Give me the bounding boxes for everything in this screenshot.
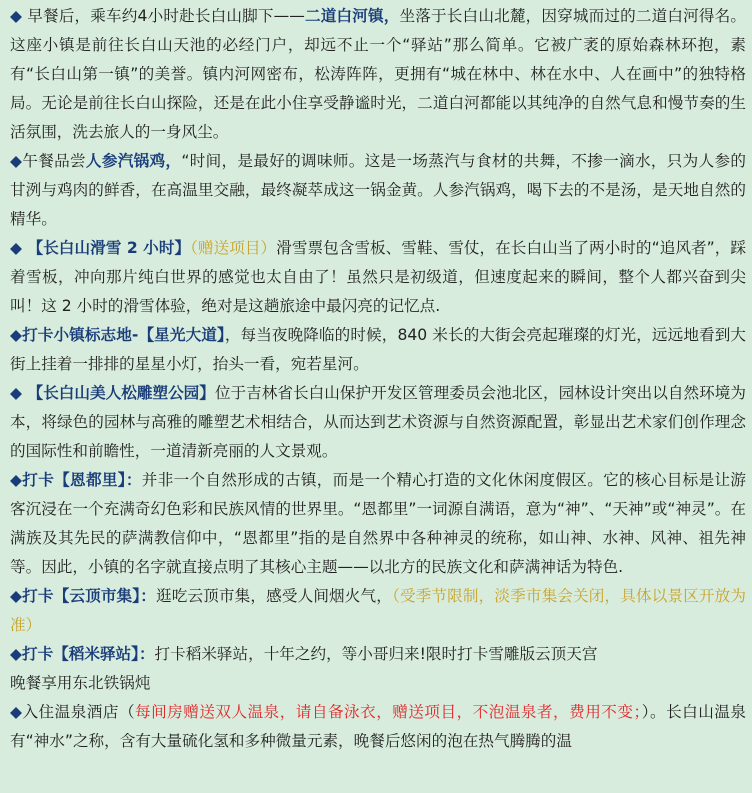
highlight-erdaobaihe: 二道白河镇， [304, 7, 400, 25]
hot-spring-note: 每间房赠送双人温泉，请自备泳衣，赠送项目，不泡温泉者，费用不变； [135, 703, 642, 721]
highlight-enduli: ◆打卡【恩都里】： [10, 471, 142, 489]
text: 早餐后，乘车约4小时赴长白山脚下—— [22, 7, 305, 25]
text: 滑雪票包含雪板、雪鞋、雪仗，在长白山当了两小时的“追风者”，踩着雪板，冲向那片纯白世界的感觉也太自由了！虽然只是初级道，但速度起来的瞬间，整个人都兴奋到尖叫！这 2 小时的滑雪体验，绝对是这趟旅途中最闪亮的记忆点. [10, 239, 746, 315]
text: 晚餐享用东北铁锅炖 [10, 674, 151, 692]
paragraph-dinner [10, 669, 746, 698]
gift-note: （赠送项目） [190, 239, 277, 257]
paragraph-starlight-avenue [10, 321, 746, 379]
bullet-diamond-icon: ◆ [10, 703, 23, 721]
bullet-diamond-icon: ◆ [10, 384, 23, 402]
paragraph-yunding-market [10, 582, 746, 640]
text: ，每当夜晚降临的时候，840 米长的大街会亮起璀璨的灯光，远远地看到大街上挂着一排排的星星小灯，抬头一看，宛若星河。 [10, 326, 746, 373]
paragraph-erdaobaihe [10, 2, 746, 147]
text: 坐落于长白山北麓，因穿城而过的二道白河得名。这座小镇是前往长白山天池的必经门户，却远不止一个“驿站”那么简单。它被广袤的原始森林环抱，素有“长白山第一镇”的美誉。镇内河网密布，松涛阵阵，更拥有“城在林中、林在水中、人在画中”的独特格局。无论是前往长白山探险，还是在此小住享受静谧时光，二道白河都能以其纯净的自然气息和慢节奏的生活氛围，洗去旅人的一身风尘。 [10, 7, 746, 141]
text: 打卡稻米驿站，十年之约，等小哥归来!限时打卡雪雕版云顶天宫 [154, 645, 598, 663]
highlight-skiing: 【长白山滑雪 2 小时】 [22, 239, 191, 257]
paragraph-hot-spring [10, 698, 746, 756]
highlight-starlight-avenue: ◆打卡小镇标志地-【星光大道】 [10, 326, 225, 344]
paragraph-lunch [10, 147, 746, 234]
paragraph-skiing [10, 234, 746, 321]
highlight-daomi-station: ◆打卡【稻米驿站】： [10, 645, 155, 663]
paragraph-sculpture-park [10, 379, 746, 466]
season-note: （受季节限制，淡季市集会关闭，具体以景区开放为准） [10, 587, 746, 634]
paragraph-enduli [10, 466, 746, 582]
text: 逛吃云顶市集，感受人间烟火气， [155, 587, 393, 605]
text: ）。长白山温泉有“神水”之称，含有大量硫化氢和多种微量元素，晚餐后悠闲的泡在热气腾腾的温 [10, 703, 746, 750]
bullet-diamond-icon: ◆ [10, 7, 23, 25]
bullet-diamond-icon: ◆ [10, 152, 23, 170]
text: 并非一个自然形成的古镇，而是一个精心打造的文化休闲度假区。它的核心目标是让游客沉浸在一个充满奇幻色彩和民族风情的世界里。“恩都里”一词源自满语，意为“神”、“天神”或“神灵”。在满族及其先民的萨满教信仰中，“恩都里”指的是自然界中各种神灵的统称，如山神、水神、风神、祖先神等。因此，小镇的名字就直接点明了其核心主题——以北方的民族文化和萨满神话为特色. [10, 471, 746, 576]
text: 入住温泉酒店（ [22, 703, 136, 721]
text: 位于吉林省长白山保护开发区管理委员会池北区，园林设计突出以自然环境为本，将绿色的园林与高雅的雕塑艺术相结合，从而达到艺术资源与自然资源配置，彰显出艺术家们创作理念的国际性和前瞻性，一道清新亮丽的人文景观。 [10, 384, 746, 460]
highlight-sculpture-park: 【长白山美人松雕塑公园】 [22, 384, 215, 402]
text: “时间，是最好的调味师。这是一场蒸汽与食材的共舞，不掺一滴水，只为人参的甘洌与鸡肉的鲜香，在高温里交融，最终凝萃成这一锅金黄。人参汽锅鸡，喝下去的不是汤，是天地自然的精华。 [10, 152, 746, 228]
paragraph-daomi-station [10, 640, 746, 669]
bullet-diamond-icon: ◆ [10, 239, 23, 257]
highlight-ginseng-chicken: 人参汽锅鸡， [85, 152, 182, 170]
text: 午餐品尝 [22, 152, 86, 170]
highlight-yunding-market: ◆打卡【云顶市集】： [10, 587, 156, 605]
